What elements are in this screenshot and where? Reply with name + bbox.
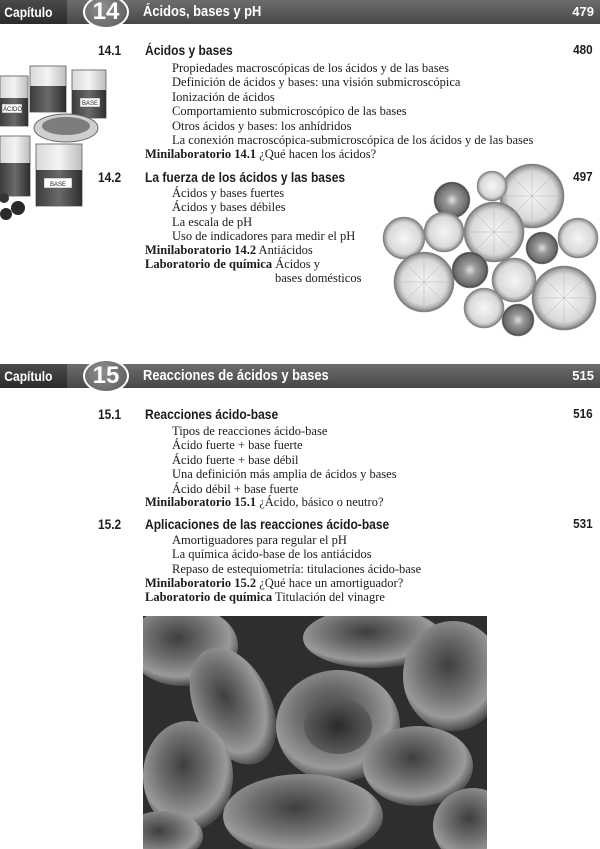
minilab-label: Minilaboratorio 14.1 (145, 147, 257, 161)
chapter-number-badge: 14 (83, 0, 129, 29)
citrus-slices-image (380, 158, 600, 340)
topic-item: Tipos de reacciones ácido-base (172, 424, 328, 438)
section-number: 15.2 (98, 516, 122, 532)
topic-item: Ácido débil + base fuerte (172, 481, 299, 496)
chapter-page: 479 (572, 4, 594, 19)
topic-item: Propiedades macroscópicas de los ácidos y de las bases (172, 61, 450, 75)
chapter-page: 515 (572, 368, 594, 383)
minilab-label: Minilaboratorio 15.2 (145, 576, 257, 590)
minilab-line (145, 576, 403, 590)
section-number: 14.2 (98, 169, 122, 185)
section-number: 15.1 (98, 406, 122, 422)
section-number: 14.1 (98, 42, 122, 58)
lab-line (145, 257, 320, 271)
topic-list (172, 424, 397, 496)
topic-item: Definición de ácidos y bases: una visión submicroscópica (172, 75, 461, 90)
topic-item: Ácidos y bases débiles (172, 200, 286, 215)
chapter-title: Ácidos, bases y pH (143, 3, 262, 20)
minilab-label: Minilaboratorio 14.2 (145, 243, 257, 257)
minilab-line (145, 495, 384, 509)
lab-text: Ácidos y (275, 257, 321, 271)
topic-item: Ionización de ácidos (172, 89, 275, 104)
section-page: 531 (573, 516, 593, 531)
lab-label: Laboratorio de química (145, 257, 273, 271)
blood-cells-micrograph (143, 616, 487, 849)
section-page: 480 (573, 42, 593, 57)
topic-item: Amortiguadores para regular el pH (172, 533, 347, 547)
base-label-front: BASE (50, 182, 67, 188)
section-title: Reacciones ácido-base (145, 406, 279, 422)
lab-line (145, 590, 385, 604)
base-label-top: BASE (82, 101, 99, 107)
section-title: Ácidos y bases (145, 42, 233, 58)
chapter-label: Capítulo (0, 364, 67, 388)
topic-item: Uso de indicadores para medir el pH (172, 229, 356, 244)
section-title: La fuerza de los ácidos y las bases (145, 169, 346, 185)
topic-item: Ácidos y bases fuertes (172, 186, 285, 200)
topic-item: La química ácido-base de los antiácidos (172, 547, 372, 562)
topic-item: La escala de pH (172, 214, 253, 229)
topic-list (172, 533, 421, 576)
section-title: Aplicaciones de las reacciones ácido-base (145, 516, 390, 532)
lab-label: Laboratorio de química (145, 590, 273, 604)
minilab-text: Antiácidos (258, 243, 313, 257)
acid-label: ÁCIDO (3, 107, 23, 113)
minilab-text: ¿Ácido, básico o neutro? (259, 495, 384, 509)
topic-item: Otros ácidos y bases: los anhídridos (172, 118, 352, 133)
beakers-image (0, 58, 118, 228)
topic-item: Una definición más amplia de ácidos y bases (172, 467, 397, 482)
minilab-text: ¿Qué hacen los ácidos? (259, 147, 377, 161)
section-page: 516 (573, 406, 593, 421)
minilab-line (145, 147, 376, 161)
topic-item: Ácido fuerte + base fuerte (172, 438, 303, 453)
chapter-number-badge: 15 (83, 359, 129, 393)
lab-text-continuation: bases domésticos (275, 271, 362, 285)
topic-item: Ácido fuerte + base débil (172, 452, 299, 467)
lab-text: Titulación del vinagre (275, 590, 385, 604)
minilab-label: Minilaboratorio 15.1 (145, 495, 257, 509)
minilab-text: ¿Qué hace un amortiguador? (259, 576, 404, 590)
topic-item: Repaso de estequiometría: titulaciones ácido-base (172, 561, 422, 576)
chapter-label: Capítulo (0, 0, 67, 24)
topic-item: Comportamiento submicroscópico de las bases (172, 104, 407, 119)
section-page: 497 (573, 169, 593, 184)
chapter-title: Reacciones de ácidos y bases (143, 367, 329, 384)
topic-list (172, 61, 533, 147)
chapter-14-header (0, 0, 600, 24)
chapter-15-header (0, 364, 600, 388)
topic-item: La conexión macroscópica-submicroscópica de los ácidos y de las bases (172, 133, 534, 148)
topic-list (172, 186, 355, 244)
minilab-line (145, 243, 313, 257)
